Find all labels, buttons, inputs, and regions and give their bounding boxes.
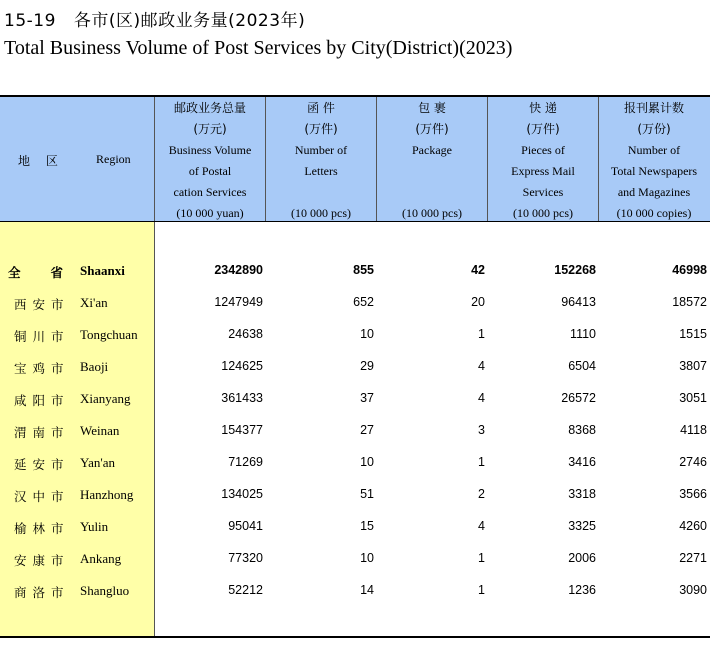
column-header-line: 邮政业务总量 bbox=[173, 101, 246, 115]
table-cell: 3325 bbox=[568, 519, 596, 533]
region-name-en: Tongchuan bbox=[80, 327, 138, 342]
table-row bbox=[0, 583, 710, 603]
region-name-en: Baoji bbox=[80, 359, 109, 374]
table-cell: 2271 bbox=[679, 551, 707, 565]
table-row bbox=[0, 487, 710, 507]
table-cell: 10 bbox=[360, 327, 374, 341]
table-cell: 37 bbox=[360, 391, 374, 405]
region-name-cn: 汉中市 bbox=[14, 489, 70, 504]
column-header-line: Letters bbox=[304, 164, 338, 178]
column-header-line: (万份) bbox=[637, 122, 671, 136]
table-cell: 46998 bbox=[672, 263, 707, 277]
table-cell: 3090 bbox=[679, 583, 707, 597]
column-header-line: 包 裹 bbox=[418, 101, 446, 115]
table-cell: 4260 bbox=[679, 519, 707, 533]
table-cell: 3566 bbox=[679, 487, 707, 501]
column-header-line: (万件) bbox=[526, 122, 560, 136]
column-header bbox=[377, 97, 487, 221]
column-header-line: 函 件 bbox=[307, 101, 335, 115]
table-cell: 4 bbox=[478, 391, 485, 405]
table-row bbox=[0, 359, 710, 379]
column-header-line: (万件) bbox=[415, 122, 449, 136]
column-header bbox=[599, 97, 709, 221]
region-name-en: Xianyang bbox=[80, 391, 131, 406]
table-cell: 24638 bbox=[228, 327, 263, 341]
column-header-line: Total Newspapers bbox=[610, 164, 698, 178]
region-name-en: Yan'an bbox=[80, 455, 115, 470]
table-cell: 652 bbox=[353, 295, 374, 309]
table-cell: 1515 bbox=[679, 327, 707, 341]
column-header-line: of Postal bbox=[188, 164, 232, 178]
column-header-line: and Magazines bbox=[617, 185, 691, 199]
table-cell: 77320 bbox=[228, 551, 263, 565]
column-header-line: (10 000 pcs) bbox=[291, 206, 351, 220]
table-cell: 51 bbox=[360, 487, 374, 501]
table-cell: 15 bbox=[360, 519, 374, 533]
table-row bbox=[0, 327, 710, 347]
table-cell: 152268 bbox=[554, 263, 596, 277]
table-cell: 134025 bbox=[221, 487, 263, 501]
table-cell: 42 bbox=[471, 263, 485, 277]
region-name-cn: 榆林市 bbox=[14, 521, 70, 536]
table-cell: 26572 bbox=[561, 391, 596, 405]
table-cell: 4 bbox=[478, 519, 485, 533]
table-cell: 2 bbox=[478, 487, 485, 501]
table-cell: 1247949 bbox=[214, 295, 263, 309]
table-row bbox=[0, 519, 710, 539]
table-cell: 855 bbox=[353, 263, 374, 277]
table-cell: 71269 bbox=[228, 455, 263, 469]
table-row bbox=[0, 455, 710, 475]
page-title-cn bbox=[4, 6, 305, 31]
table-number: 15-19 bbox=[4, 11, 56, 31]
table-row bbox=[0, 391, 710, 411]
column-header-line bbox=[377, 161, 487, 182]
table-cell: 14 bbox=[360, 583, 374, 597]
region-name-en: Yulin bbox=[80, 519, 109, 534]
column-header-line: (万件) bbox=[304, 122, 338, 136]
table-cell: 20 bbox=[471, 295, 485, 309]
region-name-cn: 全省 bbox=[8, 265, 94, 280]
table-cell: 1 bbox=[478, 551, 485, 565]
column-header-line: cation Services bbox=[173, 185, 247, 199]
table-cell: 1 bbox=[478, 327, 485, 341]
region-name-cn: 渭南市 bbox=[14, 425, 70, 440]
column-header-line bbox=[266, 182, 376, 203]
table-cell: 3807 bbox=[679, 359, 707, 373]
region-name-en: Xi'an bbox=[80, 295, 108, 310]
column-header-line: (10 000 pcs) bbox=[402, 206, 462, 220]
column-header-line: Business Volume bbox=[168, 143, 252, 157]
column-header-line: Package bbox=[412, 143, 452, 157]
table-cell: 3 bbox=[478, 423, 485, 437]
table-cell: 29 bbox=[360, 359, 374, 373]
page-title-en: Total Business Volume of Post Services by City(District)(2023) bbox=[4, 37, 513, 59]
region-name-cn: 安康市 bbox=[14, 553, 70, 568]
table-cell: 10 bbox=[360, 455, 374, 469]
region-name-en: Weinan bbox=[80, 423, 120, 438]
table-cell: 1110 bbox=[570, 327, 596, 341]
table-cell: 1 bbox=[478, 455, 485, 469]
column-header-line: Express Mail bbox=[511, 164, 575, 178]
table-cell: 96413 bbox=[561, 295, 596, 309]
region-name-cn: 咸阳市 bbox=[14, 393, 70, 408]
table-row bbox=[0, 295, 710, 315]
table-cell: 3318 bbox=[568, 487, 596, 501]
column-header-line: Number of bbox=[627, 143, 681, 157]
column-header-line: 快 递 bbox=[529, 101, 557, 115]
bottom-rule bbox=[0, 636, 710, 638]
table-cell: 4118 bbox=[680, 423, 707, 437]
table-cell: 4 bbox=[478, 359, 485, 373]
table-row bbox=[0, 263, 710, 283]
column-header bbox=[488, 97, 598, 221]
region-header-en: Region bbox=[96, 152, 131, 166]
region-name-cn: 延安市 bbox=[14, 457, 70, 472]
table-cell: 8368 bbox=[568, 423, 596, 437]
table-cell: 6504 bbox=[568, 359, 596, 373]
column-header-line: (10 000 yuan) bbox=[176, 206, 244, 220]
region-name-cn: 宝鸡市 bbox=[14, 361, 70, 376]
region-name-en: Shangluo bbox=[80, 583, 130, 598]
region-name-cn: 西安市 bbox=[14, 297, 70, 312]
title-cn-text: 各市(区)邮政业务量(2023年) bbox=[73, 11, 306, 31]
table-row bbox=[0, 423, 710, 443]
column-header-line: Number of bbox=[294, 143, 348, 157]
column-header-line: 报刊累计数 bbox=[623, 101, 684, 115]
table-cell: 2746 bbox=[679, 455, 707, 469]
table-cell: 2006 bbox=[568, 551, 596, 565]
region-name-en: Ankang bbox=[80, 551, 122, 566]
table-cell: 27 bbox=[360, 423, 374, 437]
table-cell: 154377 bbox=[221, 423, 263, 437]
region-header-cn: 地 区 bbox=[18, 154, 64, 168]
column-header-line: Pieces of bbox=[521, 143, 565, 157]
table-cell: 95041 bbox=[228, 519, 263, 533]
column-header-line: (万元) bbox=[193, 122, 227, 136]
column-header-line: Services bbox=[522, 185, 564, 199]
table-cell: 10 bbox=[360, 551, 374, 565]
table-cell: 124625 bbox=[221, 359, 263, 373]
table-cell: 18572 bbox=[672, 295, 707, 309]
table-cell: 3051 bbox=[679, 391, 707, 405]
column-header bbox=[155, 97, 265, 221]
column-header-line: (10 000 pcs) bbox=[513, 206, 573, 220]
table-cell: 1 bbox=[478, 583, 485, 597]
table-cell: 52212 bbox=[228, 583, 263, 597]
region-name-en: Hanzhong bbox=[80, 487, 134, 502]
region-name-en: Shaanxi bbox=[80, 263, 125, 278]
column-header bbox=[266, 97, 376, 221]
column-header-line bbox=[377, 182, 487, 203]
table-cell: 3416 bbox=[568, 455, 596, 469]
table-cell: 2342890 bbox=[214, 263, 263, 277]
table-cell: 1236 bbox=[568, 583, 596, 597]
table-cell: 361433 bbox=[221, 391, 263, 405]
table-row bbox=[0, 551, 710, 571]
region-name-cn: 铜川市 bbox=[14, 329, 70, 344]
region-name-cn: 商洛市 bbox=[14, 585, 70, 600]
column-header-line: (10 000 copies) bbox=[616, 206, 692, 220]
